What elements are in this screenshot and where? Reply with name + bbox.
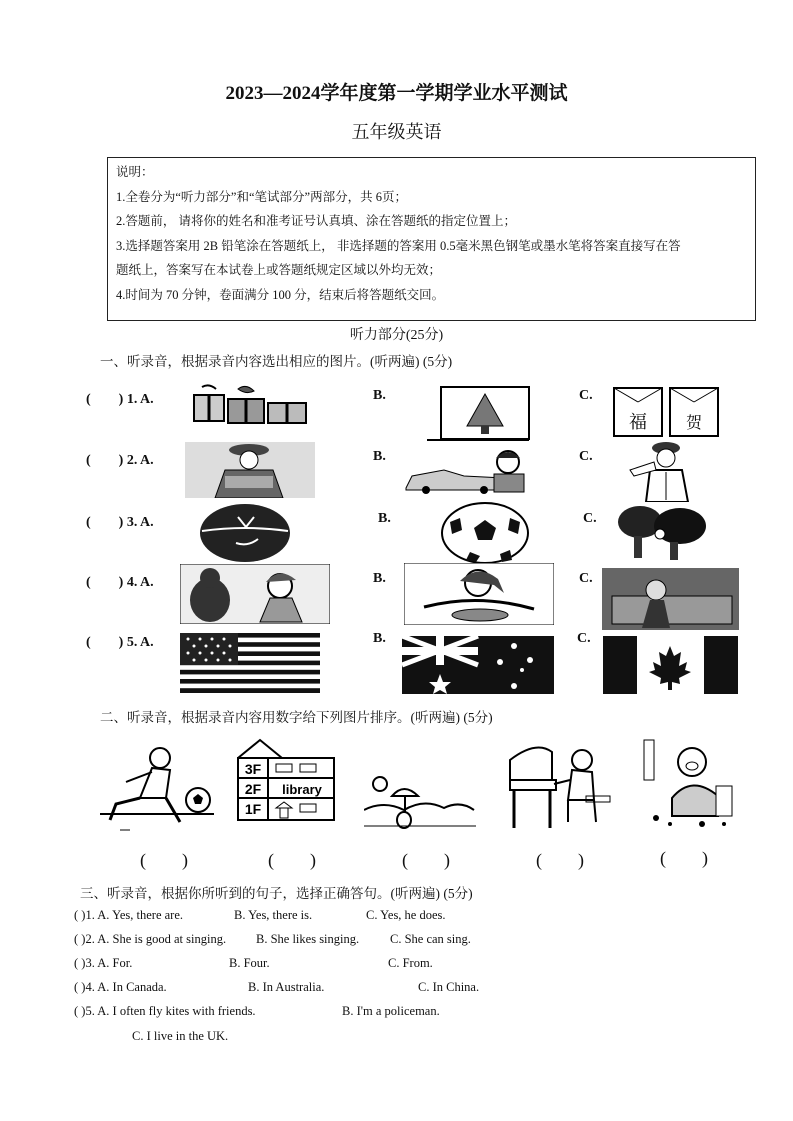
option-c-label: C.	[583, 511, 597, 526]
instruction-item: 3.选择题答案用 2B 铅笔涂在答题纸上， 非选择题的答案用 0.5毫米黑色钢笔或墨水笔将答案直接写在答	[116, 238, 681, 253]
ping-pong-icon	[614, 504, 708, 562]
floor-label: 3F	[244, 761, 262, 777]
christmas-card-icon	[425, 384, 533, 442]
order-blank[interactable]: ( )	[268, 850, 316, 870]
canada-flag-icon	[603, 636, 738, 694]
answer-row	[74, 908, 714, 926]
option-b: B. I'm a policeman.	[342, 1004, 440, 1018]
farmer-icon	[185, 442, 315, 498]
australia-flag-icon	[402, 636, 554, 694]
option-c: C. Yes, he does.	[366, 908, 446, 922]
answer-row	[74, 1004, 714, 1022]
part2-heading: 二、听录音，根据录音内容用数字给下列图片排序。(听两遍) (5分)	[100, 710, 493, 725]
option-b-label: B.	[373, 631, 386, 646]
option-b: B. She likes singing.	[256, 932, 360, 946]
gift-boxes-icon	[188, 383, 312, 425]
order-blank[interactable]: ( )	[140, 850, 188, 870]
driver-icon	[404, 448, 548, 496]
option-b: B. Four.	[229, 956, 270, 970]
question-label: ( ) 2. A.	[86, 453, 154, 468]
listening-section-title: 听力部分(25分)	[349, 328, 444, 343]
option-b: B. In Australia.	[248, 980, 325, 994]
question-label: ( ) 5. A.	[86, 635, 154, 650]
option-c-label: C.	[577, 631, 591, 646]
fu-char: 福	[629, 412, 647, 433]
order-blank[interactable]: ( )	[536, 850, 584, 870]
pig-reading-icon	[642, 738, 738, 830]
instructions-box	[107, 157, 756, 321]
bird-umbrella-icon	[364, 770, 476, 830]
option-a: ( )5. A. I often fly kites with friends.	[74, 1004, 256, 1018]
part3-heading: 三、听录音，根据你所听到的句子，选择正确答句。(听两遍) (5分)	[80, 886, 473, 901]
exam-subtitle: 五年级英语	[351, 122, 442, 142]
floor-label: 2F	[244, 781, 262, 797]
answer-row-continued	[132, 1029, 432, 1047]
question-label: ( ) 3. A.	[86, 515, 154, 530]
girl-piano-icon	[506, 740, 618, 830]
option-b-label: B.	[378, 511, 391, 526]
instructions-heading: 说明：	[116, 165, 154, 179]
option-a: ( )2. A. She is good at singing.	[74, 932, 227, 946]
exam-title: 2023—2024学年度第一学期学业水平测试	[225, 83, 568, 104]
option-b-label: B.	[373, 388, 386, 403]
question-label: ( ) 4. A.	[86, 575, 154, 590]
policeman-icon	[624, 440, 696, 502]
option-c: C. From.	[388, 956, 433, 970]
he-char: 贺	[685, 413, 703, 432]
fu-cards-icon	[612, 386, 722, 438]
library-label: library	[282, 782, 322, 797]
option-a: ( )1. A. Yes, there are.	[74, 908, 184, 922]
instruction-item: 4.时间为 70 分钟，卷面满分 100 分，结束后将答题纸交回。	[116, 287, 445, 302]
library-building-icon	[234, 738, 338, 822]
option-c-label: C.	[579, 571, 593, 586]
basketball-icon	[198, 503, 292, 563]
answer-row	[74, 956, 714, 974]
question-label: ( ) 1. A.	[86, 392, 154, 407]
girl-on-bed-icon	[602, 568, 739, 630]
order-blank[interactable]: ( )	[660, 848, 708, 868]
option-c-label: C.	[579, 449, 593, 464]
option-b-label: B.	[373, 449, 386, 464]
girl-with-bear-icon	[180, 564, 330, 624]
option-b-label: B.	[373, 571, 386, 586]
option-a: ( )3. A. For.	[74, 956, 133, 970]
boy-playing-football-icon	[96, 742, 216, 834]
option-c: C. I live in the UK.	[132, 1029, 229, 1043]
girl-cooking-icon	[404, 563, 554, 625]
option-b: B. Yes, there is.	[234, 908, 313, 922]
answer-row	[74, 980, 714, 998]
football-icon	[440, 502, 530, 564]
part1-heading: 一、听录音，根据录音内容选出相应的图片。(听两遍) (5分)	[100, 354, 453, 369]
answer-row	[74, 932, 714, 950]
option-a: ( )4. A. In Canada.	[74, 980, 167, 994]
instruction-item: 2.答题前， 请将你的姓名和准考证号认真填、涂在答题纸的指定位置上；	[116, 214, 517, 228]
instruction-item: 题纸上，答案写在本试卷上或答题纸规定区域以外均无效；	[116, 263, 442, 277]
order-blank[interactable]: ( )	[402, 850, 450, 870]
usa-flag-icon	[180, 633, 320, 693]
instruction-item: 1.全卷分为“听力部分”和“笔试部分”两部分，共 6页；	[116, 189, 407, 204]
option-c: C. In China.	[418, 980, 480, 994]
option-c-label: C.	[579, 388, 593, 403]
option-c: C. She can sing.	[390, 932, 471, 946]
floor-label: 1F	[244, 801, 262, 817]
